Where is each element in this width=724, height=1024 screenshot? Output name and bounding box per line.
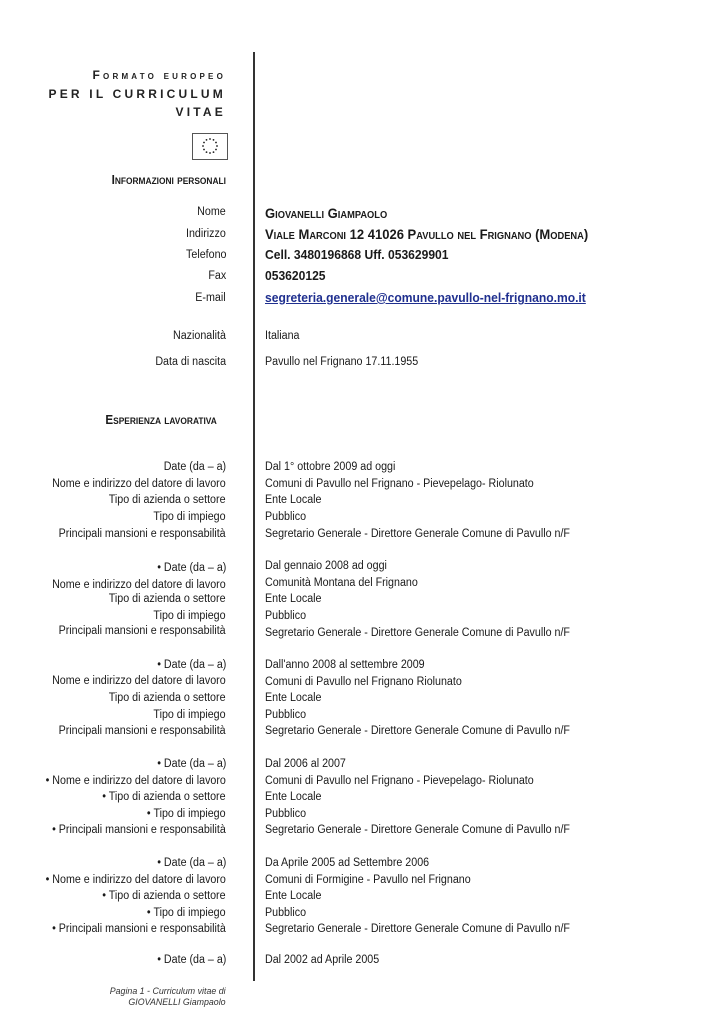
exp-label-sector: Tipo di azienda o settore — [109, 494, 226, 506]
exp-label-employment-type: Tipo di impiego — [153, 511, 226, 523]
label-nationality: Nazionalità — [173, 330, 226, 342]
exp-label-sector: Tipo di azienda o settore — [109, 692, 226, 704]
cv-title-line-2 — [48, 87, 226, 101]
exp-label-employer: Nome e indirizzo del datore di lavoro — [52, 579, 226, 591]
exp-label-date: • Date (da – a) — [156, 857, 226, 869]
exp-label-employer: Nome e indirizzo del datore di lavoro — [52, 675, 226, 687]
email-link[interactable]: segreteria.generale@comune.pavullo-nel-frignano.mo.it — [265, 290, 586, 305]
exp-value-date: Dal 2002 ad Aprile 2005 — [265, 954, 380, 966]
exp-value-sector: Ente Locale — [265, 890, 322, 902]
cv-title-text-2: PER IL CURRICULUM — [48, 87, 226, 101]
label-birth: Data di nascita — [155, 356, 226, 368]
exp-label-duties: Principali mansioni e responsabilità — [58, 725, 226, 737]
exp-label-duties: • Principali mansioni e responsabilità — [52, 824, 226, 836]
exp-value-duties: Segretario Generale - Direttore Generale Comune di Pavullo n/F — [265, 824, 570, 836]
value-birth: Pavullo nel Frignano 17.11.1955 — [265, 356, 419, 368]
exp-value-employment-type: Pubblico — [265, 907, 307, 919]
eu-flag-icon — [192, 133, 228, 160]
value-name: Giovanelli Giampaolo — [265, 205, 388, 221]
exp-label-duties: • Principali mansioni e responsabilità — [52, 923, 226, 935]
exp-value-employer: Comuni di Pavullo nel Frignano Riolunato — [265, 676, 462, 688]
footer-line-2: GIOVANELLI Giampaolo — [128, 997, 226, 1008]
exp-label-employer: Nome e indirizzo del datore di lavoro — [52, 478, 226, 490]
exp-value-sector: Ente Locale — [265, 593, 322, 605]
exp-value-employer: Comuni di Pavullo nel Frignano - Pievepelago- Riolunato — [265, 478, 534, 490]
exp-label-date: • Date (da – a) — [156, 659, 226, 671]
label-email: E-mail — [195, 292, 226, 304]
exp-value-date: Da Aprile 2005 ad Settembre 2006 — [265, 857, 430, 869]
exp-value-date: Dal 1° ottobre 2009 ad oggi — [265, 461, 396, 473]
value-fax: 053620125 — [265, 268, 326, 283]
exp-value-sector: Ente Locale — [265, 692, 322, 704]
footer-line-1: Pagina 1 - Curriculum vitae di — [110, 986, 226, 997]
exp-label-date: Date (da – a) — [163, 461, 226, 473]
exp-label-employer: • Nome e indirizzo del datore di lavoro — [45, 775, 226, 787]
exp-label-date: • Date (da – a) — [156, 954, 226, 966]
exp-value-employer: Comuni di Pavullo nel Frignano - Pievepelago- Riolunato — [265, 775, 534, 787]
section-personal-info: Informazioni personali — [111, 173, 226, 187]
exp-value-employer: Comunità Montana del Frignano — [265, 577, 418, 589]
exp-value-employment-type: Pubblico — [265, 610, 307, 622]
cv-title-line-1 — [93, 68, 226, 82]
section-work-experience: Esperienza lavorativa — [105, 413, 217, 427]
exp-label-sector: Tipo di azienda o settore — [109, 593, 226, 605]
exp-value-date: Dal 2006 al 2007 — [265, 758, 346, 770]
exp-label-employment-type: Tipo di impiego — [153, 610, 226, 622]
exp-value-date: Dal gennaio 2008 ad oggi — [265, 560, 387, 572]
exp-value-date: Dall'anno 2008 al settembre 2009 — [265, 659, 425, 671]
exp-value-duties: Segretario Generale - Direttore Generale Comune di Pavullo n/F — [265, 923, 570, 935]
exp-label-sector: • Tipo di azienda o settore — [102, 890, 226, 902]
exp-label-duties: Principali mansioni e responsabilità — [58, 528, 226, 540]
label-phone: Telefono — [185, 249, 226, 261]
cv-title-text-1: Formato europeo — [92, 68, 226, 82]
value-phone: Cell. 3480196868 Uff. 053629901 — [265, 247, 449, 262]
exp-value-duties: Segretario Generale - Direttore Generale Comune di Pavullo n/F — [265, 528, 570, 540]
exp-label-employer: • Nome e indirizzo del datore di lavoro — [45, 874, 226, 886]
cv-title-line-3 — [176, 105, 226, 119]
label-fax: Fax — [208, 270, 226, 282]
exp-value-duties: Segretario Generale - Direttore Generale Comune di Pavullo n/F — [265, 627, 570, 639]
exp-value-employment-type: Pubblico — [265, 709, 307, 721]
label-address: Indirizzo — [186, 228, 226, 240]
page-footer — [110, 986, 226, 1008]
exp-label-date: • Date (da – a) — [156, 562, 226, 574]
exp-value-employment-type: Pubblico — [265, 511, 307, 523]
exp-value-sector: Ente Locale — [265, 494, 322, 506]
exp-label-date: • Date (da – a) — [156, 758, 226, 770]
value-address: Viale Marconi 12 41026 Pavullo nel Frignano (Modena) — [265, 226, 589, 242]
exp-value-employer: Comuni di Formigine - Pavullo nel Frignano — [265, 874, 471, 886]
exp-value-sector: Ente Locale — [265, 791, 322, 803]
exp-value-duties: Segretario Generale - Direttore Generale Comune di Pavullo n/F — [265, 725, 570, 737]
exp-label-sector: • Tipo di azienda o settore — [102, 791, 226, 803]
exp-value-employment-type: Pubblico — [265, 808, 307, 820]
exp-label-employment-type: Tipo di impiego — [153, 709, 226, 721]
exp-label-duties: Principali mansioni e responsabilità — [58, 625, 226, 637]
column-divider — [253, 52, 255, 981]
exp-label-employment-type: • Tipo di impiego — [147, 808, 226, 820]
value-nationality: Italiana — [265, 330, 300, 342]
exp-label-employment-type: • Tipo di impiego — [147, 907, 226, 919]
cv-title-text-3: VITAE — [175, 105, 226, 119]
label-name: Nome — [197, 206, 226, 218]
